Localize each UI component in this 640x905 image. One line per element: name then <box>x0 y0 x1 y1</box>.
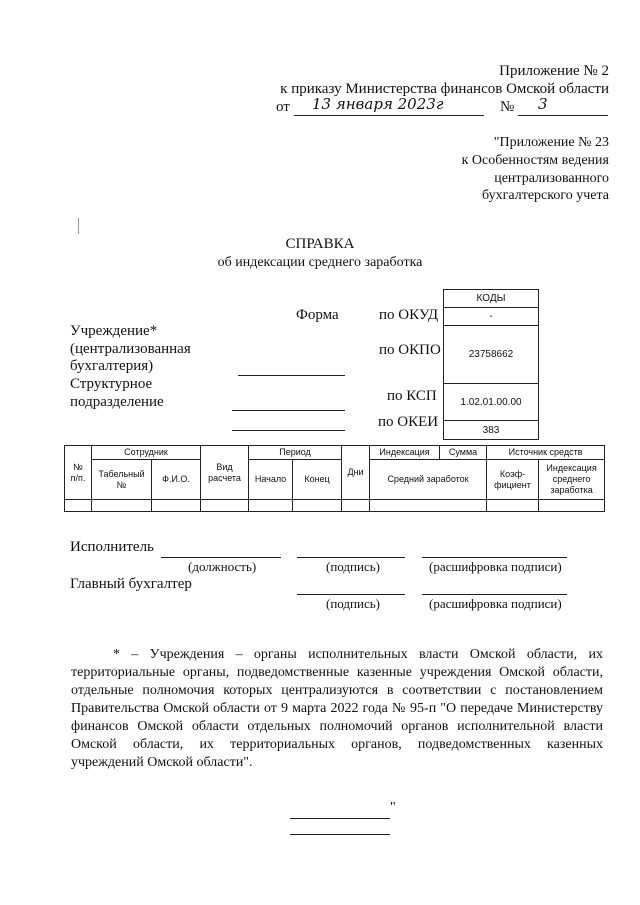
closing-line-2 <box>290 834 390 835</box>
col-sum: Сумма <box>440 446 487 460</box>
from-label: от <box>276 99 290 115</box>
doc-subtitle: об индексации среднего заработка <box>217 255 423 270</box>
decode-caption: (расшифровка подписи) <box>429 559 562 574</box>
handwritten-date: 13 января 2023г <box>312 95 444 113</box>
empty-cell <box>65 500 92 512</box>
col-employee: Сотрудник <box>92 446 201 460</box>
position-caption: (должность) <box>188 559 257 574</box>
order-line: к приказу Министерства финансов Омской области <box>280 81 609 97</box>
okud-value: - <box>444 308 539 326</box>
struct-label2: подразделение <box>70 394 164 410</box>
form-label: Форма <box>296 307 339 323</box>
chief-accountant-label: Главный бухгалтер <box>70 576 192 592</box>
signature-caption: (подпись) <box>326 559 380 574</box>
indexation-table <box>64 445 605 512</box>
col-fio: Ф.И.О. <box>152 460 201 500</box>
appendix23-line4: бухгалтерского учета <box>482 188 609 203</box>
chief-signature-caption: (подпись) <box>326 596 380 611</box>
decode-line <box>422 557 567 558</box>
empty-cell <box>201 500 249 512</box>
empty-cell <box>342 500 370 512</box>
col-tab-num: Табельный № <box>92 460 152 500</box>
doc-title: СПРАВКА <box>285 236 355 252</box>
col-source: Источник средств <box>487 446 605 460</box>
institution-sub2: бухгалтерия) <box>70 358 154 374</box>
okei-value: 383 <box>444 421 539 440</box>
appendix-number: Приложение № 2 <box>499 63 609 79</box>
institution-label: Учреждение* <box>70 323 158 339</box>
empty-cell <box>152 500 201 512</box>
empty-cell <box>293 500 342 512</box>
footnote-text: * – Учреждения – органы исполнительных власти Омской области, их территориальные органы, подведомственные казенные учреждения Омской области, отдельные полномочия которых централизуются в соответствии с постановлением Правительства Омской области от 9 марта 2022 года № 95-п "О передаче Министерству финансов Омской области отдельных полномочий органов исполнительной власти Омской области, их территориальных органов, подведомственных казенных учреждений Омской области". <box>71 647 603 770</box>
empty-cell <box>370 500 487 512</box>
handwritten-number: 3 <box>538 95 548 113</box>
chief-decode-caption: (расшифровка подписи) <box>429 596 562 611</box>
col-end: Конец <box>293 460 342 500</box>
chief-signature-line <box>297 594 405 595</box>
signature-line <box>297 557 405 558</box>
col-coef: Коэф- фициент <box>487 460 539 500</box>
closing-quote: " <box>390 800 396 815</box>
ksp-label: по КСП <box>387 388 437 404</box>
codes-header: КОДЫ <box>444 290 539 308</box>
position-line <box>161 557 281 558</box>
col-calc-type: Вид расчета <box>201 446 249 500</box>
date-underline <box>294 115 484 116</box>
number-underline <box>518 115 608 116</box>
struct-line1 <box>232 410 345 411</box>
empty-cell <box>249 500 293 512</box>
closing-line-1 <box>290 818 390 819</box>
institution-sub1: (централизованная <box>70 341 191 357</box>
col-start: Начало <box>249 460 293 500</box>
appendix23-line2: к Особенностям ведения <box>461 153 609 168</box>
okei-label: по ОКЕИ <box>378 414 439 430</box>
col-idx-avg: Индексация среднего заработка <box>539 460 605 500</box>
executor-label: Исполнитель <box>70 539 154 555</box>
empty-cell <box>487 500 539 512</box>
col-days: Дни <box>342 446 370 500</box>
institution-line <box>238 375 345 376</box>
ksp-value: 1.02.01.00.00 <box>444 384 539 421</box>
col-indexation: Индексация <box>370 446 440 460</box>
margin-mark <box>78 218 79 234</box>
number-label: № <box>500 99 515 115</box>
appendix23-line1: "Приложение № 23 <box>493 135 609 150</box>
okpo-value: 23758662 <box>444 326 539 384</box>
okpo-label: по ОКПО <box>379 342 441 358</box>
empty-cell <box>539 500 605 512</box>
col-num: № п/п. <box>65 446 92 500</box>
empty-cell <box>92 500 152 512</box>
okud-label: по ОКУД <box>379 307 439 323</box>
chief-decode-line <box>422 594 567 595</box>
codes-table <box>443 289 539 440</box>
struct-label1: Структурное <box>70 376 153 392</box>
col-period: Период <box>249 446 342 460</box>
appendix23-line3: централизованного <box>494 171 609 186</box>
col-avg-salary: Средний заработок <box>370 460 487 500</box>
struct-line2 <box>232 430 345 431</box>
